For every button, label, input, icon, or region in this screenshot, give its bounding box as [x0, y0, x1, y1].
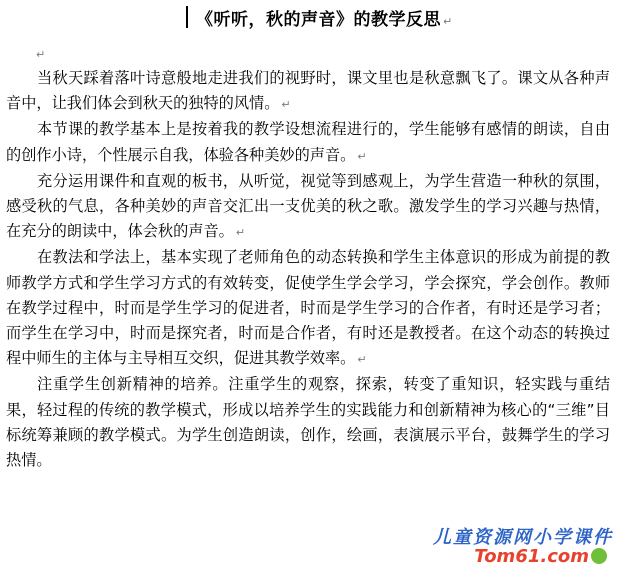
- text-cursor: [186, 6, 188, 28]
- watermark-logo: [474, 545, 607, 567]
- watermark-site-name: 儿童资源网小学课件: [433, 527, 613, 548]
- paragraph-4-text: 在教法和学法上，基本实现了老师角色的动态转换和学生主体意识的形成为前提的教师教学方式和学生学习方式的有效转变，促使学生学会学习，学会探究，学会创作。教师在教学过程中，时而是学生学习的促进者，时而是学生学习的合作者，有时还是学习者；而学生在学习中，时而是探究者，时而是合作者，有时还是教授者。在这个动态的转换过程中师生的主体与主导相互交织，促进其教学效率。: [6, 248, 610, 368]
- paragraph-2-text: 本节课的教学基本上是按着我的教学设想流程进行的，学生能够有感情的朗读，自由的创作小诗，个性展示自我，体验各种美妙的声音。: [6, 120, 610, 164]
- document-title-text: 《听听，秋的声音》的教学反思: [196, 10, 441, 30]
- logo-dot-icon: [591, 548, 607, 564]
- paragraph-5[interactable]: [6, 372, 610, 473]
- paragraph-mark-icon: ↵: [357, 149, 367, 163]
- paragraph-5-text: 注重学生创新精神的培养。注重学生的观察，探索，转变了重知识，轻实践与重结果，轻过程的传统的教学模式，形成以培养学生的实践能力和创新精神为核心的“三维”目标统筹兼顾的教学模式。为学生创造朗读，创作，绘画，表演展示平台，鼓舞学生的学习热情。: [6, 375, 610, 470]
- paragraph-mark-icon: ↵: [357, 353, 367, 367]
- watermark-url: Tom61.com: [474, 545, 589, 567]
- paragraph-2[interactable]: [6, 117, 610, 168]
- paragraph-mark-icon: ↵: [281, 98, 291, 112]
- paragraph-mark-icon: ↵: [443, 15, 453, 28]
- document-body[interactable]: [6, 66, 610, 473]
- paragraph-3-text: 充分运用课件和直观的板书，从听觉，视觉等到感观上，为学生营造一种秋的氛围，感受秋的气息，各种美妙的声音交汇出一支优美的秋之歌。激发学生的学习兴趣与热情，在充分的朗读中，体会秋的声音。: [6, 171, 610, 241]
- paragraph-mark-icon: ↵: [36, 48, 46, 61]
- paragraph-mark-icon: ↵: [235, 226, 246, 240]
- paragraph-3[interactable]: [6, 169, 610, 246]
- paragraph-1-text: 当秋天踩着落叶诗意般地走进我们的视野时，课文里也是秋意飘飞了。课文从各种声音中，让我们体会到秋天的独特的风情。: [6, 69, 610, 113]
- paragraph-1[interactable]: [6, 66, 610, 117]
- title-bar: [0, 0, 617, 32]
- document-title[interactable]: [196, 5, 453, 30]
- site-watermark: [393, 523, 613, 569]
- paragraph-4[interactable]: [6, 245, 610, 372]
- empty-paragraph[interactable]: [36, 48, 45, 61]
